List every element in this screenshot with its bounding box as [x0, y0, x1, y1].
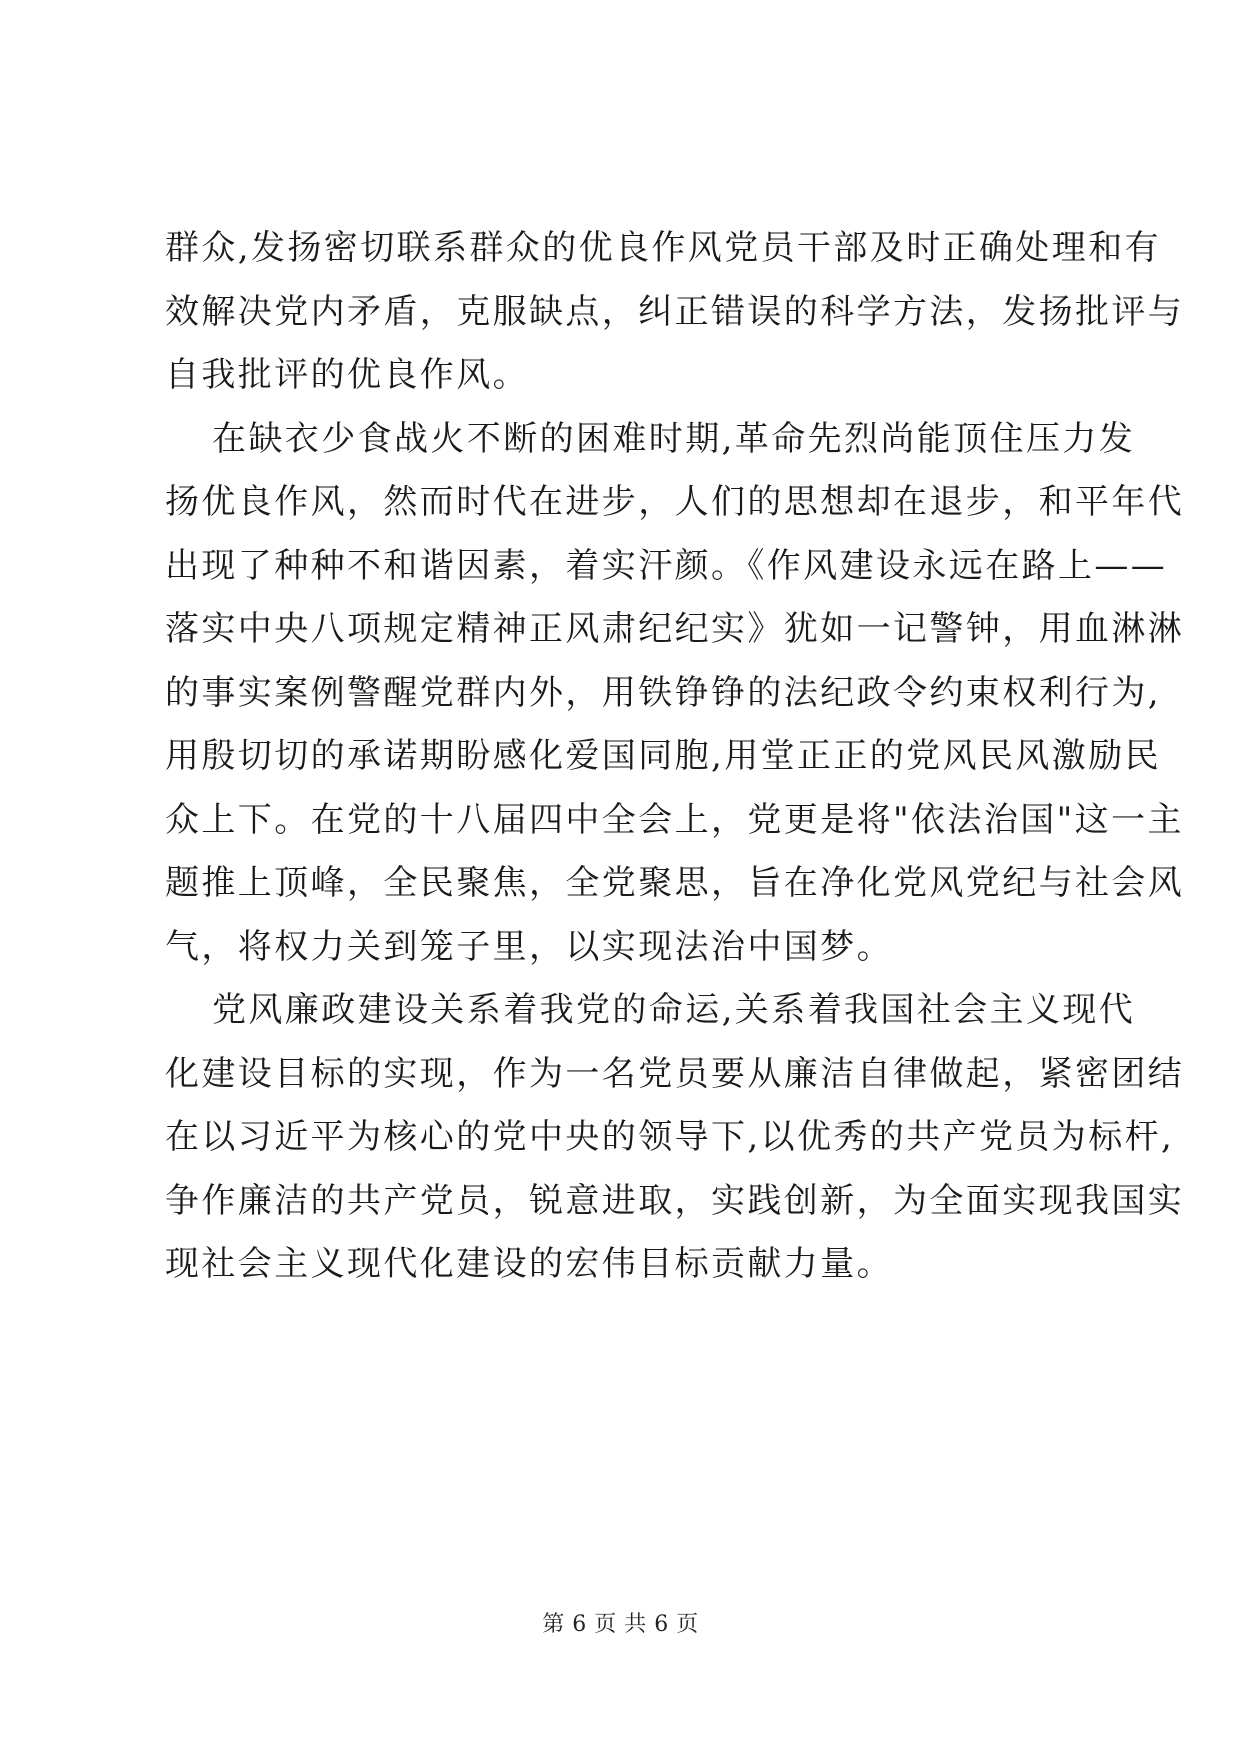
text-line: 落实中央八项规定精神正风肃纪纪实》犹如一记警钟，用血淋淋 — [165, 609, 1185, 649]
text-line: 扬优良作风，然而时代在进步，人们的思想却在退步，和平年代 — [165, 482, 1185, 522]
text-line: 党风廉政建设关系着我党的命运,关系着我国社会主义现代 — [212, 990, 1136, 1030]
page-number-footer: 第 6 页 共 6 页 — [542, 1612, 699, 1637]
text-line: 题推上顶峰，全民聚焦，全党聚思，旨在净化党风党纪与社会风 — [165, 863, 1185, 903]
text-line: 众上下。在党的十八届四中全会上，党更是将"依法治国"这一主 — [165, 799, 1184, 840]
text-line: 在以习近平为核心的党中央的领导下,以优秀的共产党员为标杆, — [165, 1117, 1175, 1157]
text-line: 用殷切切的承诺期盼感化爱国同胞,用堂正正的党风民风激励民 — [165, 736, 1162, 776]
text-line: 在缺衣少食战火不断的困难时期,革命先烈尚能顶住压力发 — [212, 418, 1136, 459]
text-line: 气，将权力关到笼子里，以实现法治中国梦。 — [165, 926, 893, 967]
text-line: 自我批评的优良作风。 — [165, 355, 529, 395]
text-line: 效解决党内矛盾，克服缺点，纠正错误的科学方法，发扬批评与 — [165, 291, 1185, 332]
text-line: 争作廉洁的共产党员，锐意进取，实践创新，为全面实现我国实 — [165, 1180, 1185, 1221]
text-line: 现社会主义现代化建设的宏伟目标贡献力量。 — [165, 1244, 893, 1284]
text-line: 的事实案例警醒党群内外，用铁铮铮的法纪政令约束权利行为, — [165, 672, 1162, 713]
text-line: 群众,发扬密切联系群众的优良作风党员干部及时正确处理和有 — [165, 228, 1162, 268]
text-line: 出现了种种不和谐因素，着实汗颜。《作风建设永远在路上—— — [165, 545, 1168, 586]
body-text — [165, 226, 1185, 1306]
text-line: 化建设目标的实现，作为一名党员要从廉洁自律做起，紧密团结 — [165, 1053, 1185, 1094]
